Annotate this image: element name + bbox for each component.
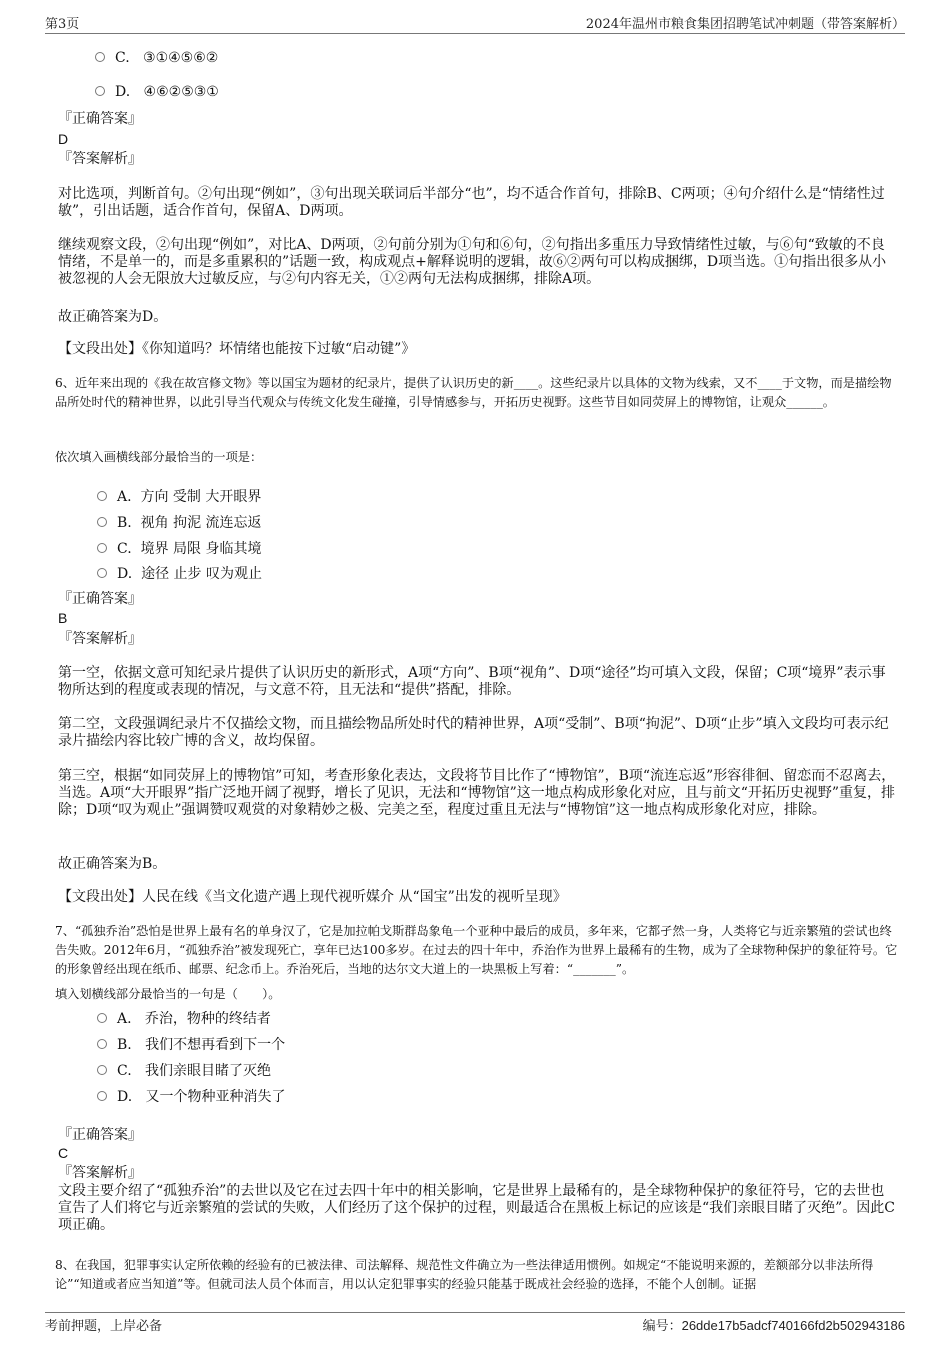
q5-answer-label: 『正确答案』 [58, 111, 142, 127]
q7-option-a[interactable]: A. 乔治，物种的终结者 [97, 1008, 271, 1028]
radio-icon [97, 543, 107, 553]
q6-option-d[interactable]: D. 途径 止步 叹为观止 [97, 563, 262, 583]
q6-analysis-p3: 第三空，根据“如同荧屏上的博物馆”可知，考查形象化表达，文段将节目比作了“博物馆”，B项“流连忘返”形容徘徊、留恋而不忍离去，当选。A项“大开眼界”指广泛地开阔了视野，增长了见识，无法和“博物馆”这一地点构成形象化对应，且与前文“开拓历史视野”重复，排除；D项“叹为观止”强调赞叹观赏的对象精妙之极、完美之至，程度过重且无法与“博物馆”这一地点构成形象化对应，排除。 [58, 768, 896, 818]
q6-analysis-p2: 第二空，文段强调纪录片不仅描绘文物，而且描绘物品所处时代的精神世界，A项“受制”、B项“拘泥”、D项“止步”填入文段均可表示纪录片描绘内容比较广博的含义，故均保留。 [58, 716, 889, 749]
q7-option-b[interactable]: B. 我们不想再看到下一个 [97, 1034, 285, 1054]
q7-answer-label: 『正确答案』 [58, 1127, 142, 1143]
q5-analysis-p1: 对比选项，判断首句。②句出现“例如”，③句出现关联词后半部分“也”，均不适合作首句，排除B、C两项；④句介绍什么是“情绪性过敏”，引出话题，适合作首句，保留A、D两项。 [58, 186, 885, 219]
radio-icon [97, 491, 107, 501]
q5-analysis-label: 『答案解析』 [58, 151, 142, 167]
q5-option-c[interactable]: C. ③①④⑤⑥② [95, 50, 218, 66]
q6-answer: B [58, 610, 68, 626]
radio-icon [97, 1065, 107, 1075]
q7-answer: C [58, 1145, 69, 1161]
footer-slogan: 考前押题，上岸必备 [45, 1319, 163, 1334]
q6-analysis-label: 『答案解析』 [58, 631, 142, 647]
q7-option-d[interactable]: D. 又一个物种亚种消失了 [97, 1086, 286, 1106]
radio-icon [95, 52, 105, 62]
q6-option-b[interactable]: B. 视角 拘泥 流连忘返 [97, 512, 262, 532]
q7-instruction: 填入划横线部分最恰当的一句是（ ）。 [55, 987, 281, 1001]
q5-conclusion: 故正确答案为D。 [58, 309, 168, 325]
q6-option-c[interactable]: C. 境界 局限 身临其境 [97, 538, 261, 558]
q6-source: 【文段出处】人民在线《当文化遗产遇上现代视听媒介 从“国宝”出发的视听呈现》 [58, 889, 567, 905]
header-rule [45, 33, 905, 34]
q5-source: 【文段出处】《你知道吗？坏情绪也能按下过敏“启动键”》 [58, 341, 416, 357]
q7-stem: 7、“孤独乔治”恐怕是世界上最有名的单身汉了，它是加拉帕戈斯群岛象龟一个亚种中最后的成员，多年来，它都孑然一身，人类将它与近亲繁殖的尝试也终告失败。2012年6月，“孤独乔治”被发现死亡，享年已达100多岁。在过去的四十年中，乔治作为世界上最稀有的生物，成为了全球物种保护的象征符号。它的形象曾经出现在纸币、邮票、纪念币上。乔治死后，当地的达尔文大道上的一块黑板上写着：“_______”。 [55, 924, 898, 976]
q6-analysis-p1: 第一空，依据文意可知纪录片提供了认识历史的新形式，A项“方向”、B项“视角”、D项“途径”均可填入文段，保留；C项“境界”表示事物所达到的程度或表现的情况，与文意不符，且无法和“提供”搭配，排除。 [58, 665, 886, 698]
document-title: 2024年温州市粮食集团招聘笔试冲刺题（带答案解析） [585, 17, 905, 32]
document-code: 编号：26dde17b5adcf740166fd2b502943186 [642, 1318, 905, 1334]
q7-analysis-label: 『答案解析』 [58, 1165, 142, 1181]
radio-icon [97, 1091, 107, 1101]
q6-conclusion: 故正确答案为B。 [58, 856, 167, 872]
page-number: 第3页 [45, 17, 80, 32]
q6-option-a[interactable]: A. 方向 受制 大开眼界 [97, 486, 261, 506]
radio-icon [95, 86, 105, 96]
radio-icon [97, 1039, 107, 1049]
q6-answer-label: 『正确答案』 [58, 591, 142, 607]
radio-icon [97, 517, 107, 527]
footer-rule [45, 1312, 905, 1313]
q8-stem: 8、在我国，犯罪事实认定所依赖的经验有的已被法律、司法解释、规范性文件确立为一些法律适用惯例。如规定“不能说明来源的，差额部分以非法所得论”“知道或者应当知道”等。但就司法人员个体而言，用以认定犯罪事实的经验只能基于既成社会经验的选择，不能个人创制。证据 [55, 1258, 874, 1291]
q7-option-c[interactable]: C. 我们亲眼目睹了灭绝 [97, 1060, 271, 1080]
q6-instruction: 依次填入画横线部分最恰当的一项是： [55, 450, 263, 464]
q6-stem: 6、近年来出现的《我在故宫修文物》等以国宝为题材的纪录片，提供了认识历史的新____。这些纪录片以具体的文物为线索，又不____于文物，而是描绘物品所处时代的精神世界，以此引导当代观众与传统文化发生碰撞，引导情感参与，开拓历史视野。这些节目如同荧屏上的博物馆，让观众______。 [55, 376, 892, 409]
q5-option-d[interactable]: D. ④⑥②⑤③① [95, 84, 219, 100]
radio-icon [97, 568, 107, 578]
radio-icon [97, 1013, 107, 1023]
q5-analysis-p2: 继续观察文段，②句出现“例如”，对比A、D两项，②句前分别为①句和⑥句，②句指出多重压力导致情绪性过敏，与⑥句“致敏的不良情绪，不是单一的，而是多重累积的”话题一致，构成观点+解释说明的逻辑，故⑥②两句可以构成捆绑，D项当选。①句指出很多从小被忽视的人会无限放大过敏反应，与②句内容无关，①②两句无法构成捆绑，排除A项。 [58, 237, 887, 287]
q5-answer: D [58, 131, 69, 147]
q7-analysis: 文段主要介绍了“孤独乔治”的去世以及它在过去四十年中的相关影响，它是世界上最稀有的，是全球物种保护的象征符号，它的去世也宣告了人们将它与近亲繁殖的尝试的失败，人们经历了这个保护的过程，则最适合在黑板上标记的应该是“我们亲眼目睹了灭绝”。因此C项正确。 [58, 1183, 896, 1233]
